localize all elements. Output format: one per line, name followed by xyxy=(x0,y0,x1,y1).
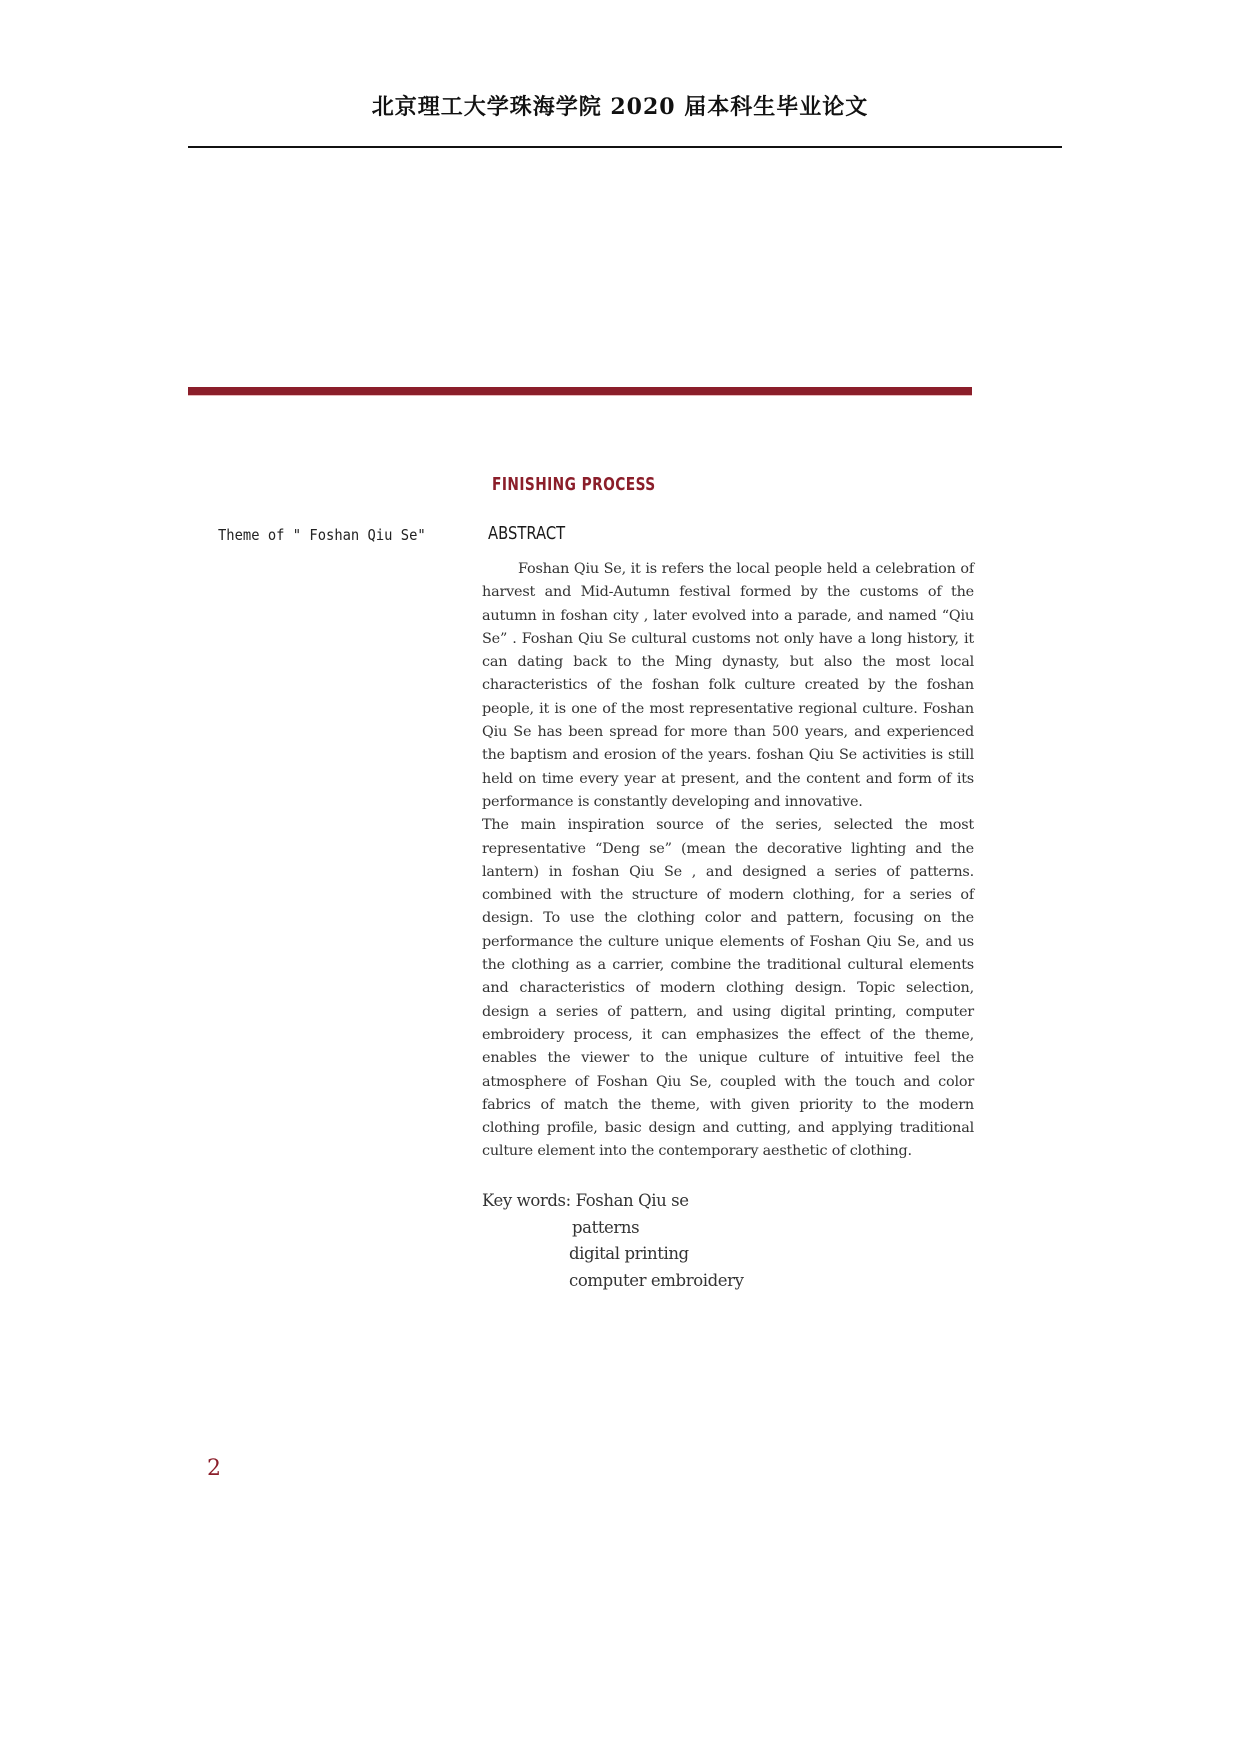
keyword-item: computer embroidery xyxy=(569,1270,744,1290)
section-title: FINISHING PROCESS xyxy=(492,474,656,495)
keywords-first-row xyxy=(482,1188,744,1215)
abstract-paragraph: Foshan Qiu Se, it is refers the local people held a celebration of harvest and Mid-Autumn festival formed by the customs of the autumn in foshan city , later evolved into a parade, and named “Qiu Se” . Foshan Qiu Se cultural customs not only have a long history, it can dating back to the Ming dynasty, but also the most local characteristics of the foshan folk culture created by the foshan people, it is one of the most representative regional culture. Foshan Qiu Se has been spread for more than 500 years, and experienced the baptism and erosion of the years. foshan Qiu Se activities is still held on time every year at present, and the content and form of its performance is constantly developing and innovative. xyxy=(482,561,974,810)
thesis-header-title: 北京理工大学珠海学院 2020 届本科生毕业论文 xyxy=(371,94,869,120)
abstract-body xyxy=(482,558,974,1164)
keywords-label: Key words: xyxy=(482,1191,576,1210)
keywords-block xyxy=(482,1188,744,1294)
header-divider xyxy=(188,146,1062,148)
accent-bar-divider xyxy=(188,387,972,395)
abstract-paragraph: The main inspiration source of the series, selected the most representative “Deng se” (mean the decorative lighting and the lantern) in foshan Qiu Se , and designed a series of patterns. combined with the structure of modern clothing, for a series of design. To use the clothing color and pattern, focusing on the performance the culture unique elements of Foshan Qiu Se, and us the clothing as a carrier, combine the traditional cultural elements and characteristics of modern clothing design. Topic selection, design a series of pattern, and using digital printing, computer embroidery process, it can emphasizes the effect of the theme, enables the viewer to the unique culture of intuitive feel the atmosphere of Foshan Qiu Se, coupled with the touch and color fabrics of match the theme, with given priority to the modern clothing profile, basic design and cutting, and applying traditional culture element into the contemporary aesthetic of clothing. xyxy=(482,817,974,1160)
abstract-heading: ABSTRACT xyxy=(488,523,566,544)
keyword-item: digital printing xyxy=(569,1244,689,1263)
page-number: 2 xyxy=(207,1456,221,1481)
keyword-item: Foshan Qiu se xyxy=(575,1191,689,1210)
side-theme-label: Theme of " Foshan Qiu Se" xyxy=(218,526,426,544)
keyword-item: patterns xyxy=(572,1217,640,1237)
